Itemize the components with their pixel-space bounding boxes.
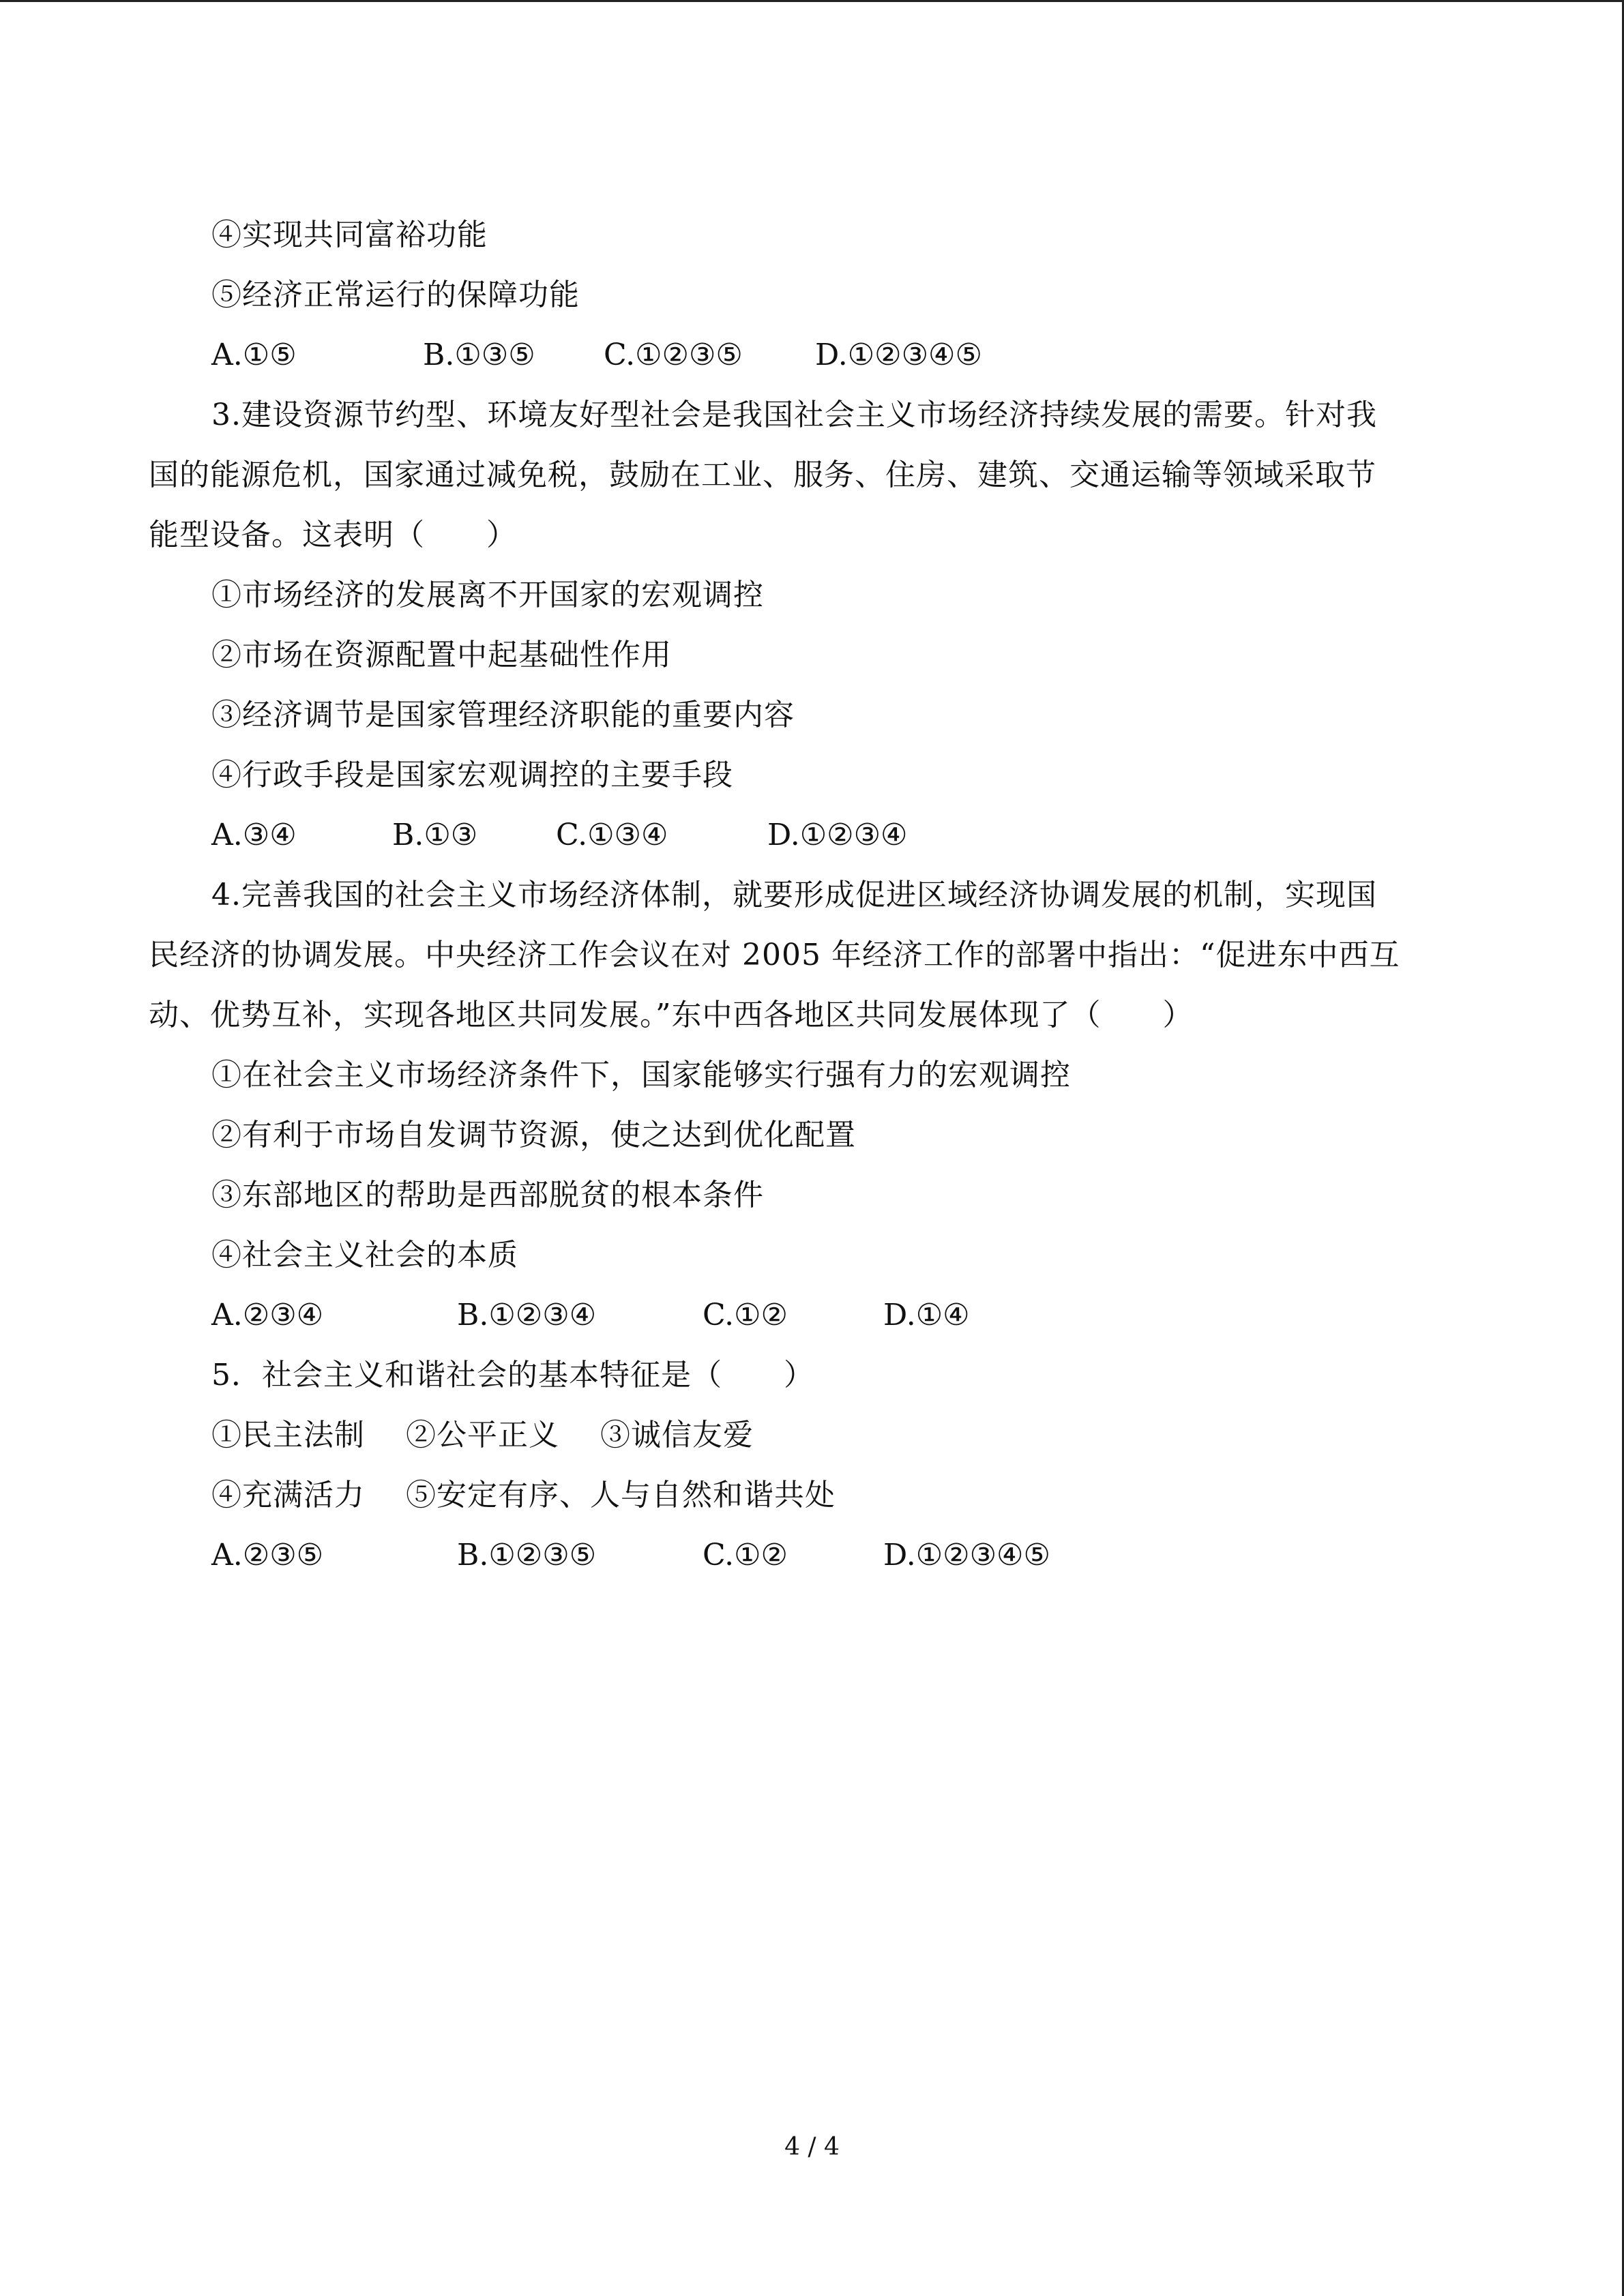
q3-option-b: B.①③ <box>392 818 478 852</box>
q5-statements-2: ④充满活力 ⑤安定有序、人与自然和谐共处 <box>211 1478 836 1512</box>
page-border-top <box>0 0 1624 2</box>
q3-stem-line-1: 3.建设资源节约型、环境友好型社会是我国社会主义市场经济持续发展的需要。针对我 <box>211 398 1377 432</box>
q3-stem-line-3: 能型设备。这表明（ ） <box>149 518 517 552</box>
q3-statement-4: ④行政手段是国家宏观调控的主要手段 <box>211 758 733 792</box>
q4-stem-line-3: 动、优势互补，实现各地区共同发展。”东中西各地区共同发展体现了（ ） <box>149 998 1194 1032</box>
q4-stem-line-1: 4.完善我国的社会主义市场经济体制，就要形成促进区域经济协调发展的机制，实现国 <box>211 878 1377 912</box>
q3-statement-1: ①市场经济的发展离不开国家的宏观调控 <box>211 578 764 612</box>
q4-statement-4: ④社会主义社会的本质 <box>211 1238 518 1272</box>
page-number: 4 / 4 <box>784 2133 840 2161</box>
q3-option-d: D.①②③④ <box>767 818 908 852</box>
q3-statement-3: ③经济调节是国家管理经济职能的重要内容 <box>211 698 795 732</box>
q2-option-b: B.①③⑤ <box>423 338 535 372</box>
q5-option-c: C.①② <box>703 1538 788 1572</box>
q5-stem: 5．社会主义和谐社会的基本特征是（ ） <box>211 1358 814 1392</box>
q2-option-d: D.①②③④⑤ <box>815 338 982 372</box>
q5-option-a: A.②③⑤ <box>211 1538 324 1572</box>
q2-option-a: A.①⑤ <box>211 338 297 372</box>
q3-stem-line-2: 国的能源危机，国家通过减免税，鼓励在工业、服务、住房、建筑、交通运输等领域采取节 <box>149 458 1376 492</box>
q4-statement-1: ①在社会主义市场经济条件下，国家能够实行强有力的宏观调控 <box>211 1058 1071 1092</box>
q3-statement-2: ②市场在资源配置中起基础性作用 <box>211 638 672 672</box>
q2-option-c: C.①②③⑤ <box>604 338 743 372</box>
q2-statement-5: ⑤经济正常运行的保障功能 <box>211 278 580 312</box>
q5-option-b: B.①②③⑤ <box>457 1538 597 1572</box>
q4-statement-3: ③东部地区的帮助是西部脱贫的根本条件 <box>211 1178 764 1212</box>
q2-statement-4: ④实现共同富裕功能 <box>211 218 488 252</box>
q3-option-c: C.①③④ <box>556 818 668 852</box>
q4-stem-line-2: 民经济的协调发展。中央经济工作会议在对 2005 年经济工作的部署中指出：“促进东中西互 <box>149 938 1400 972</box>
q4-statement-2: ②有利于市场自发调节资源，使之达到优化配置 <box>211 1118 856 1152</box>
q4-option-b: B.①②③④ <box>457 1298 597 1332</box>
q4-option-d: D.①④ <box>883 1298 970 1332</box>
q5-statements-1: ①民主法制 ②公平正义 ③诚信友爱 <box>211 1418 754 1452</box>
q5-option-d: D.①②③④⑤ <box>883 1538 1050 1572</box>
q4-option-c: C.①② <box>703 1298 788 1332</box>
q3-option-a: A.③④ <box>211 818 297 852</box>
q4-option-a: A.②③④ <box>211 1298 324 1332</box>
